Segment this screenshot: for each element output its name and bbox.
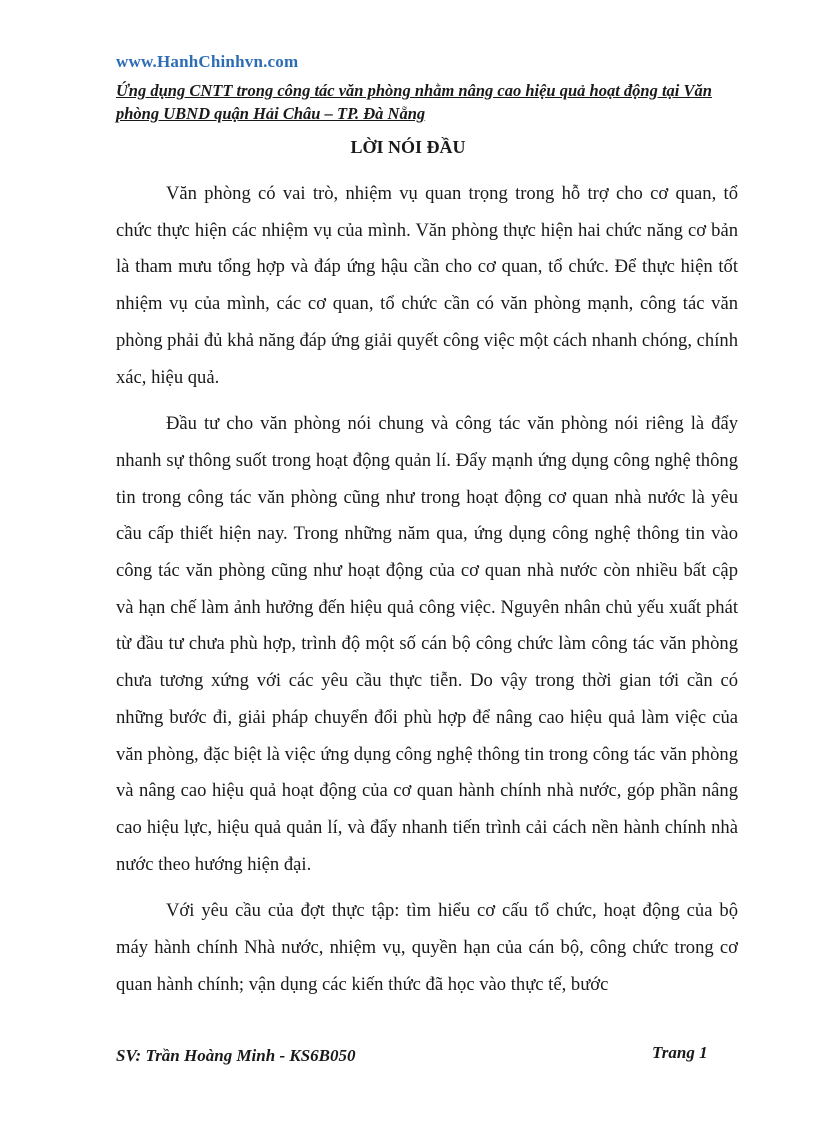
footer-author: SV: Trần Hoàng Minh - KS6B050	[116, 1046, 356, 1065]
paragraph-1: Văn phòng có vai trò, nhiệm vụ quan trọng trong hỗ trợ cho cơ quan, tổ chức thực hiện các nhiệm vụ của mình. Văn phòng thực hiện hai chức năng cơ bản là tham mưu tổng hợp và đáp ứng hậu cần cho cơ quan, tổ chức. Để thực hiện tốt nhiệm vụ của mình, các cơ quan, tổ chức cần có văn phòng mạnh, công tác văn phòng phải đủ khả năng đáp ứng giải quyết công việc một cách nhanh chóng, chính xác, hiệu quả.	[116, 183, 738, 388]
page-title: LỜI NÓI ĐẦU	[350, 137, 466, 157]
paragraph-3: Với yêu cầu của đợt thực tập: tìm hiểu cơ cấu tổ chức, hoạt động của bộ máy hành chính Nhà nước, nhiệm vụ, quyền hạn của cán bộ, công chức trong cơ quan hành chính; vận dụng các kiến thức đã học vào thực tế, bước	[116, 900, 738, 995]
paragraph-2: Đầu tư cho văn phòng nói chung và công tác văn phòng nói riêng là đẩy nhanh sự thông suốt trong hoạt động quản lí. Đẩy mạnh ứng dụng công nghệ thông tin trong công tác văn phòng cũng như trong hoạt động cơ quan nhà nước là yêu cầu cấp thiết hiện nay. Trong những năm qua, ứng dụng công nghệ thông tin vào công tác văn phòng cũng như hoạt động của cơ quan nhà nước còn nhiều bất cập và hạn chế làm ảnh hưởng đến hiệu quả công việc. Nguyên nhân chủ yếu xuất phát từ đầu tư chưa phù hợp, trình độ một số cán bộ công chức làm công tác văn phòng chưa tương xứng với các yêu cầu thực tiễn. Do vậy trong thời gian tới cần có những bước đi, giải pháp chuyển đổi phù hợp để nâng cao hiệu quả làm việc của văn phòng, đặc biệt là việc ứng dụng công nghệ thông tin trong công tác văn phòng và nâng cao hiệu quả hoạt động của cơ quan hành chính nhà nước, góp phần nâng cao hiệu lực, hiệu quả quản lí, và đẩy nhanh tiến trình cải cách nền hành chính nhà nước theo hướng hiện đại.	[116, 413, 738, 875]
document-heading: Ứng dụng CNTT trong công tác văn phòng nhằm nâng cao hiệu quả hoạt động tại Văn phòng UBND quận Hải Châu – TP. Đà Nẵng	[116, 81, 712, 123]
body-text	[116, 176, 738, 1013]
footer-page-number: Trang 1	[652, 1043, 708, 1062]
site-url-link[interactable]: www.HanhChinhvn.com	[116, 52, 299, 71]
